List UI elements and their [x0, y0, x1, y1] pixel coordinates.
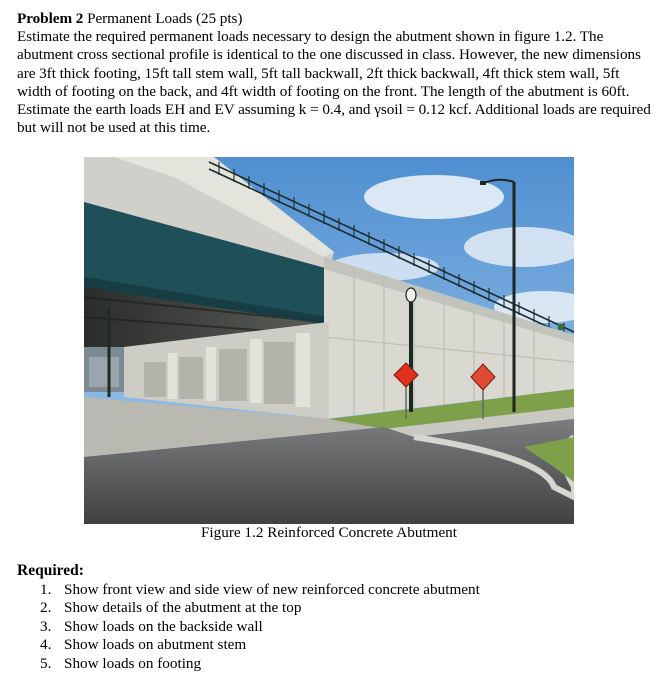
abutment-photo — [84, 157, 574, 524]
figure-caption: Figure 1.2 Reinforced Concrete Abutment — [200, 524, 457, 541]
list-number: 1. — [40, 581, 52, 598]
list-item — [40, 581, 480, 599]
list-item — [40, 636, 480, 654]
list-item — [40, 618, 480, 636]
required-heading: Required: — [17, 562, 84, 579]
problem-text — [17, 10, 657, 137]
list-number: 2. — [40, 599, 52, 617]
list-item — [40, 655, 480, 673]
list-number: 5. — [40, 654, 52, 672]
problem-statement — [17, 10, 657, 137]
list-text: Show loads on abutment stem — [64, 636, 247, 654]
problem-heading: Permanent Loads (25 pts) — [83, 10, 243, 27]
problem-label: Problem 2 — [17, 10, 84, 27]
list-text: Show loads on footing — [64, 654, 202, 672]
list-number: 3. — [40, 617, 52, 635]
list-item — [40, 599, 480, 617]
required-list — [40, 581, 480, 673]
list-text: Show loads on the backside wall — [64, 617, 263, 635]
list-text: Show details of the abutment at the top — [64, 599, 302, 617]
list-text: Show front view and side view of new reinforced concrete abutment — [64, 581, 480, 598]
problem-body: Estimate the required permanent loads necessary to design the abutment shown in figure 1.2. The abutment cross sectional profile is identical to the one discussed in class. However, the new dimensions are 3ft thick footing, 15ft tall stem wall, 5ft tall backwall, 2ft thick backwall, 4ft thick stem wall, 5ft width of footing on the back, and 4ft width of footing on the front. The length of the abutment is 60ft. Estimate the earth loads EH and EV assuming k = 0.4, and γsoil = 0.12 kcf. Additional loads are required but will not be used at this time. — [17, 28, 651, 137]
list-number: 4. — [40, 636, 52, 654]
